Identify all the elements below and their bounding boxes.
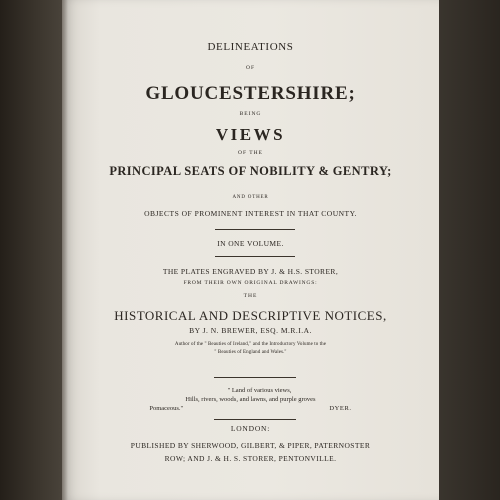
book-background-right <box>438 0 500 500</box>
author-line: BY J. N. BREWER, ESQ. M.R.I.A. <box>189 326 312 335</box>
title-line-delineations: DELINEATIONS <box>207 41 294 53</box>
title-line-being: BEING <box>239 111 262 117</box>
imprint-place: LONDON: <box>230 424 271 433</box>
imprint-line: ROW; AND J. & H. S. STORER, PENTONVILLE. <box>164 454 337 463</box>
imprint-line: PUBLISHED BY SHERWOOD, GILBERT, & PIPER, PATERNOSTER <box>130 441 371 450</box>
plates-line: THE PLATES ENGRAVED BY J. & H.S. STORER, <box>162 267 339 276</box>
title-line-of-the: OF THE <box>238 150 263 156</box>
title-line-views: VIEWS <box>215 125 286 144</box>
drawings-line: FROM THEIR OWN ORIGINAL DRAWINGS: <box>183 280 318 286</box>
notices-heading: HISTORICAL AND DESCRIPTIVE NOTICES, <box>114 308 387 323</box>
author-note: Author of the " Beauties of Ireland," and the Introductory Volume to the <box>174 342 327 347</box>
epigraph-line <box>62 406 439 413</box>
title-line-principal-seats: PRINCIPAL SEATS OF NOBILITY & GENTRY; <box>109 164 392 178</box>
epigraph-text: Pomaceous." <box>149 405 184 412</box>
title-line-objects: OBJECTS OF PROMINENT INTEREST IN THAT COUNTY. <box>144 209 357 218</box>
title-line-and-other: AND OTHER <box>232 195 269 200</box>
divider-rule <box>215 256 295 257</box>
divider-rule <box>215 229 295 230</box>
the-line: THE <box>243 293 258 299</box>
divider-rule <box>214 419 296 420</box>
title-line-gloucestershire: GLOUCESTERSHIRE; <box>145 83 356 104</box>
title-line-of: OF <box>245 65 256 71</box>
epigraph-line: " Land of various views, <box>227 387 292 394</box>
volume-line: IN ONE VOLUME. <box>217 239 284 248</box>
book-background-left <box>0 0 64 500</box>
epigraph-author: DYER. <box>329 405 352 412</box>
author-note: " Beauties of England and Wales." <box>214 350 287 355</box>
divider-rule <box>214 377 296 378</box>
epigraph-line: Hills, rivers, woods, and lawns, and purple groves <box>185 396 316 403</box>
